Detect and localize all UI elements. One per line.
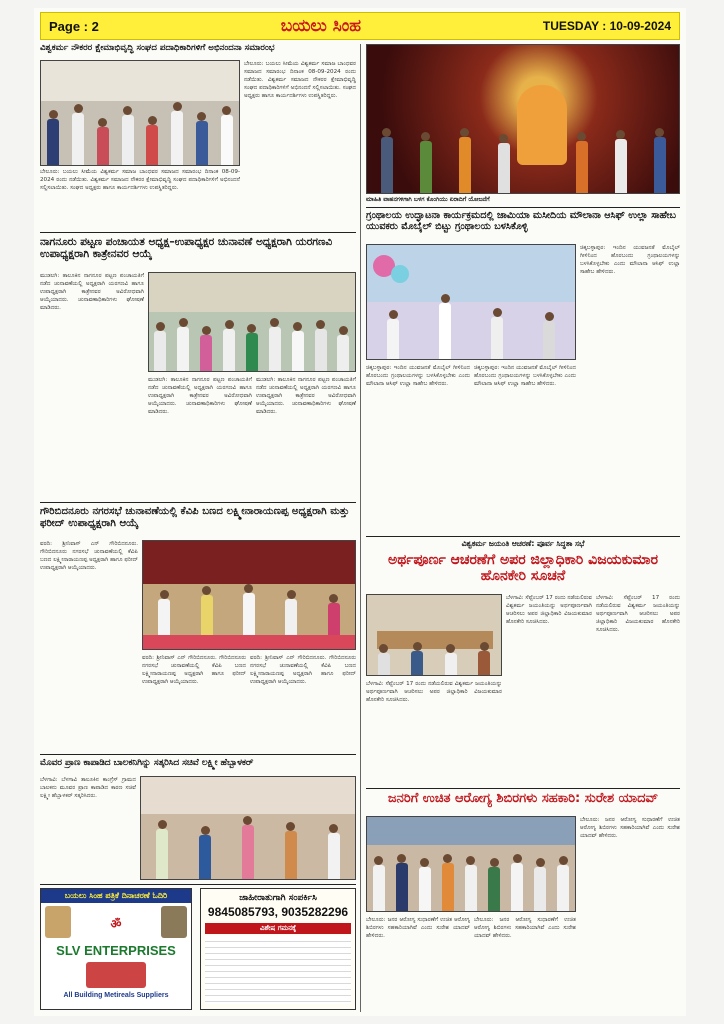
ad-notice-header: ವಿಶೇಷ ಗಮನಕ್ಕೆ xyxy=(205,923,351,934)
body-a7-text-2: ಬೇಲೂರು: ಜನರ ಆರೋಗ್ಯ ಸುಧಾರಣೆಗೆ ಉಚಿತ ಆರೋಗ್ಯ ಶಿಬಿರಗಳು ಸಹಕಾರಿಯಾಗಿವೆ ಎಂದು ಸುರೇಶ ಯಾದವ್ ಹೇಳಿದರು. xyxy=(366,917,470,940)
divider xyxy=(366,207,680,208)
body-a3-mid xyxy=(142,654,246,750)
body-a1-text-2: ಬೇಲೂರು: ಬಯಲು ಸೀಮೆಯ ವಿಶ್ವಕರ್ಮ ಸಮಾಜ ಬಾಂಧವರ ಸಮಾಜದ ಸಮಾರಂಭ ದಿನಾಂಕ 08-09-2024 ರಂದು ನಡೆಯಿತು. ವಿಶ್ವಕರ್ಮ ಸಮಾಜದ ನೌಕರರ ಕ್ಷೇಮಾಭಿವೃದ್ಧಿ ಸಂಘದ ಪದಾಧಿಕಾರಿಗಳಿಗೆ ಅಭಿನಂದನೆ ಸಲ್ಲಿಸಲಾಯಿತು. ಸಂಘದ ಅಧ್ಯಕ್ಷರು ಹಾಗೂ ಕಾರ್ಯದರ್ಶಿಗಳು ಉಪಸ್ಥಿತರಿದ್ದರು. xyxy=(244,61,356,100)
body-a2-mid xyxy=(148,376,252,498)
body-a7-left xyxy=(366,916,470,1012)
newspaper-page xyxy=(34,8,686,1016)
issue-date: TUESDAY : 10-09-2024 xyxy=(542,19,671,33)
divider xyxy=(366,536,680,537)
headline-a5: ಗ್ರಂಥಾಲಯ ಉದ್ಘಾಟನಾ ಕಾರ್ಯಕ್ರಮದಲ್ಲಿ ಜಾಮಿಯಾ ಮಸೀದಿಯ ಮೌಲಾನಾ ಆಸಿಫ್ ಉಲ್ಲಾ ಸಾಹೇಬ ಯುವಕರು ಮೊಬೈಲ್ ಬಿಟ್ಟು ಗ್ರಂಥಾಲಯ ಬಳಸಿಕೊಳ್ಳಿ xyxy=(366,210,676,233)
portrait-image xyxy=(45,906,71,938)
headline-a1: ವಿಶ್ವಕರ್ಮ ನೌಕರರ ಕ್ಷೇಮಾಭಿವೃದ್ಧಿ ಸಂಘದ ಪದಾಧಿಕಾರಿಗಳಿಗೆ ಅಭಿನಂದನಾ ಸಮಾರಂಭ xyxy=(40,44,275,53)
body-a5-left xyxy=(366,364,470,534)
body-a2-left xyxy=(40,272,144,498)
headline-a3: ಗೌರಿಬಿದನೂರು ನಗರಸಭೆ ಚುನಾವಣೆಯಲ್ಲಿ ಕೆವಿಪಿ ಬಣದ ಲಕ್ಷ್ಮೀನಾರಾಯಣಪ್ಪ ಅಧ್ಯಕ್ಷರಾಗಿ ಮತ್ತು ಫರೀದ್ ಉಪಾಧ್ಯಕ್ಷರಾಗಿ ಆಯ್ಕೆ xyxy=(40,506,350,529)
body-a3-text-3: ವರದಿ: ಶ್ರೀನಿವಾಸ್ ಎನ್ ಗೌರಿಬಿದನೂರು. ಗೌರಿಬಿದನೂರು ನಗರಸಭೆ ಚುನಾವಣೆಯಲ್ಲಿ ಕೆವಿಪಿ ಬಣದ ಲಕ್ಷ್ಮೀನಾರಾಯಣಪ್ಪ ಅಧ್ಯಕ್ಷರಾಗಿ ಹಾಗೂ ಫರೀದ್ ಉಪಾಧ್ಯಕ್ಷರಾಗಿ ಆಯ್ಕೆಯಾದರು. xyxy=(250,655,356,686)
body-a1 xyxy=(40,168,240,216)
body-a5-text: ಚಿಕ್ಕಬಳ್ಳಾಪುರ: ಇಂದಿನ ಯುವಜನತೆ ಮೊಬೈಲ್ ಗೀಳಿನಿಂದ ಹೊರಬಂದು ಗ್ರಂಥಾಲಯಗಳನ್ನು ಬಳಸಿಕೊಳ್ಳಬೇಕು ಎಂದು ಮೌಲಾನಾ ಆಸಿಫ್ ಉಲ್ಲಾ ಸಾಹೇಬ ಹೇಳಿದರು. xyxy=(580,245,680,276)
body-a7-right xyxy=(580,816,680,1012)
divider xyxy=(366,788,680,789)
body-a4 xyxy=(40,776,136,880)
body-a7-mid xyxy=(474,916,576,1012)
photo-a6 xyxy=(366,594,502,676)
building-materials-image xyxy=(86,962,146,988)
divider xyxy=(40,232,356,233)
ad-contact-title: ಜಾಹೀರಾತುಗಾಗಿ ಸಂಪರ್ಕಿಸಿ xyxy=(239,893,317,903)
body-a3-text-2: ವರದಿ: ಶ್ರೀನಿವಾಸ್ ಎನ್ ಗೌರಿಬಿದನೂರು. ಗೌರಿಬಿದನೂರು ನಗರಸಭೆ ಚುನಾವಣೆಯಲ್ಲಿ ಕೆವಿಪಿ ಬಣದ ಲಕ್ಷ್ಮೀನಾರಾಯಣಪ್ಪ ಅಧ್ಯಕ್ಷರಾಗಿ ಹಾಗೂ ಫರೀದ್ ಉಪಾಧ್ಯಕ್ಷರಾಗಿ ಆಯ್ಕೆಯಾದರು. xyxy=(142,655,246,686)
body-a6-text-2: ಬೆಳಗಾವಿ: ಸೆಪ್ಟೆಂಬರ್ 17 ರಂದು ನಡೆಯಲಿರುವ ವಿಶ್ವಕರ್ಮ ಜಯಂತಿಯನ್ನು ಅರ್ಥಪೂರ್ಣವಾಗಿ ಆಚರಿಸಲು ಅಪರ ಜಿಲ್ಲಾಧಿಕಾರಿ ವಿಜಯಕುಮಾರ ಹೊನಕೇರಿ ಸೂಚಿಸಿದರು. xyxy=(596,595,680,634)
photo-a3 xyxy=(142,540,356,650)
photo-a4 xyxy=(140,776,356,880)
body-a7-text: ಬೇಲೂರು: ಜನರ ಆರೋಗ್ಯ ಸುಧಾರಣೆಗೆ ಉಚಿತ ಆರೋಗ್ಯ ಶಿಬಿರಗಳು ಸಹಕಾರಿಯಾಗಿವೆ ಎಂದು ಸುರೇಶ ಯಾದವ್ ಹೇಳಿದರು. xyxy=(580,817,680,840)
body-a5-right xyxy=(580,244,680,534)
body-a5-text-3: ಚಿಕ್ಕಬಳ್ಳಾಪುರ: ಇಂದಿನ ಯುವಜನತೆ ಮೊಬೈಲ್ ಗೀಳಿನಿಂದ ಹೊರಬಂದು ಗ್ರಂಥಾಲಯಗಳನ್ನು ಬಳಸಿಕೊಳ್ಳಬೇಕು ಎಂದು ಮೌಲಾನಾ ಆಸಿಫ್ ಉಲ್ಲಾ ಸಾಹೇಬ ಹೇಳಿದರು. xyxy=(474,365,576,388)
headline-a2: ನಾಗನೂರು ಪಟ್ಟಣ ಪಂಚಾಯತ ಅಧ್ಯಕ್ಷ–ಉಪಾಧ್ಯಕ್ಷರ ಚುನಾವಣೆ ಅಧ್ಯಕ್ಷರಾಗಿ ಯರಗಣವಿ ಉಪಾಧ್ಯಕ್ಷರಾಗಿ ಕಾತ್ರೇನವರ ಆಯ್ಕೆ xyxy=(40,236,333,261)
headline-a7: ಜನರಿಗೆ ಉಚಿತ ಆರೋಗ್ಯ ಶಿಬಿರಗಳು ಸಹಕಾರಿ: ಸುರೇಶ ಯಾದವ್ xyxy=(387,792,659,806)
body-a2-text-3: ಮುಡಲಗಿ: ತಾಲೂಕಿನ ನಾಗನೂರ ಪಟ್ಟಣ ಪಂಚಾಯತಿಗೆ ನಡೆದ ಚುನಾವಣೆಯಲ್ಲಿ ಅಧ್ಯಕ್ಷರಾಗಿ ಯರಗಣವಿ ಹಾಗೂ ಉಪಾಧ್ಯಕ್ಷರಾಗಿ ಕಾತ್ರೇನವರ ಅವಿರೋಧವಾಗಿ ಆಯ್ಕೆಯಾದರು. ಚುನಾವಣಾಧಿಕಾರಿಗಳು ಘೋಷಣೆ ಮಾಡಿದರು. xyxy=(256,377,356,416)
kicker-a6: ವಿಶ್ವಕರ್ಮ ಜಯಂತಿ ಆಚರಣೆ: ಪೂರ್ವ ಸಿದ್ಧತಾ ಸಭೆ xyxy=(461,540,585,548)
caption-a5: ಮಾಹಿತಿ ವಾಹನಗಳಿಗಾಗಿ ಬಳಗ ಕೊಂಗಿಯು ಏರಾದಿಗೆ ಯೋಜನೆಗೆ xyxy=(366,196,490,203)
body-a2-text-2: ಮುಡಲಗಿ: ತಾಲೂಕಿನ ನಾಗನೂರ ಪಟ್ಟಣ ಪಂಚಾಯತಿಗೆ ನಡೆದ ಚುನಾವಣೆಯಲ್ಲಿ ಅಧ್ಯಕ್ಷರಾಗಿ ಯರಗಣವಿ ಹಾಗೂ ಉಪಾಧ್ಯಕ್ಷರಾಗಿ ಕಾತ್ರೇನವರ ಅವಿರೋಧವಾಗಿ ಆಯ್ಕೆಯಾದರು. ಚುನಾವಣಾಧಿಕಾರಿಗಳು ಘೋಷಣೆ ಮಾಡಿದರು. xyxy=(148,377,252,416)
divider xyxy=(40,884,356,885)
photo-a7 xyxy=(366,816,576,912)
body-a6-mid xyxy=(506,594,592,784)
body-a6-left xyxy=(366,680,502,784)
headline-a4: ಮೊವರ ಪ್ರಾಣ ಕಾಪಾಡಿದ ಬಾಲಕನಿಗಿನ್ನು ಸತ್ಕರಿಸಿದ ಸಚಿವೆ ಲಕ್ಷ್ಮೀ ಹೆಬ್ಬಾಳಕರ್ xyxy=(40,758,254,768)
body-a4-text: ಬೆಳಗಾವಿ: ಬೆಳಗಾವಿ ತಾಲೂಕಿನ ಕಾಂಗ್ರೆಸ್ ಗ್ರಾಮದ ಬಾಲಕನು ಮೂವರ ಪ್ರಾಣ ಕಾಪಾಡಿದ ಕಾರಣ ಸಚಿವೆ ಲಕ್ಷ್ಮೀ ಹೆಬ್ಬಾಳಕರ್ ಸತ್ಕರಿಸಿದರು. xyxy=(40,777,136,800)
headline-a6: ಅರ್ಥಪೂರ್ಣ ಆಚರಣೆಗೆ ಅಪರ ಜಿಲ್ಲಾಧಿಕಾರಿ ವಿಜಯಕುಮಾರ ಹೊನಕೇರಿ ಸೂಚನೆ xyxy=(387,552,659,585)
body-a1-right xyxy=(244,60,356,216)
ad-notice-body xyxy=(205,936,351,1004)
ad-contact-phones: 9845085793, 9035282296 xyxy=(207,905,349,919)
ad-slv-enterprises xyxy=(40,888,192,1010)
ad-contact xyxy=(200,888,356,1010)
photo-a2 xyxy=(148,272,356,372)
body-a6-right xyxy=(596,594,680,784)
portrait-image xyxy=(161,906,187,938)
body-a6-text-3: ಬೆಳಗಾವಿ: ಸೆಪ್ಟೆಂಬರ್ 17 ರಂದು ನಡೆಯಲಿರುವ ವಿಶ್ವಕರ್ಮ ಜಯಂತಿಯನ್ನು ಅರ್ಥಪೂರ್ಣವಾಗಿ ಆಚರಿಸಲು ಅಪರ ಜಿಲ್ಲಾಧಿಕಾರಿ ವಿಜಯಕುಮಾರ ಹೊನಕೇರಿ ಸೂಚಿಸಿದರು. xyxy=(366,681,502,704)
body-a3-text: ವರದಿ: ಶ್ರೀನಿವಾಸ್ ಎನ್ ಗೌರಿಬಿದನೂರು. ಗೌರಿಬಿದನೂರು ನಗರಸಭೆ ಚುನಾವಣೆಯಲ್ಲಿ ಕೆವಿಪಿ ಬಣದ ಲಕ್ಷ್ಮೀನಾರಾಯಣಪ್ಪ ಅಧ್ಯಕ್ಷರಾಗಿ ಹಾಗೂ ಫರೀದ್ ಉಪಾಧ್ಯಕ್ಷರಾಗಿ ಆಯ್ಕೆಯಾದರು. xyxy=(40,541,138,572)
body-a3-left xyxy=(40,540,138,750)
body-a3-right xyxy=(250,654,356,750)
body-a2-right xyxy=(256,376,356,498)
divider xyxy=(40,502,356,503)
divider xyxy=(40,754,356,755)
column-divider xyxy=(360,44,361,1012)
ad-banner: ಬಯಲು ಸಿಂಹ ಪತ್ರಿಕೆ ದಿನಾಚರಣೆ ಓದಿರಿ xyxy=(41,889,191,903)
body-a5-mid xyxy=(474,364,576,534)
page-number: Page : 2 xyxy=(49,18,99,34)
newspaper-title: ಬಯಲು ಸಿಂಹ xyxy=(280,16,362,36)
photo-a1 xyxy=(40,60,240,166)
masthead xyxy=(40,12,680,40)
body-a7-text-3: ಬೇಲೂರು: ಜನರ ಆರೋಗ್ಯ ಸುಧಾರಣೆಗೆ ಉಚಿತ ಆರೋಗ್ಯ ಶಿಬಿರಗಳು ಸಹಕಾರಿಯಾಗಿವೆ ಎಂದು ಸುರೇಶ ಯಾದವ್ ಹೇಳಿದರು. xyxy=(474,917,576,940)
ad-tagline: All Building Metireals Suppliers xyxy=(63,992,169,999)
om-symbol-icon: ॐ xyxy=(110,916,122,931)
ad-company-name: SLV ENTERPRISES xyxy=(56,943,176,958)
photo-a5 xyxy=(366,244,576,360)
body-a5-text-2: ಚಿಕ್ಕಬಳ್ಳಾಪುರ: ಇಂದಿನ ಯುವಜನತೆ ಮೊಬೈಲ್ ಗೀಳಿನಿಂದ ಹೊರಬಂದು ಗ್ರಂಥಾಲಯಗಳನ್ನು ಬಳಸಿಕೊಳ್ಳಬೇಕು ಎಂದು ಮೌಲಾನಾ ಆಸಿಫ್ ಉಲ್ಲಾ ಸಾಹೇಬ ಹೇಳಿದರು. xyxy=(366,365,470,388)
photo-ganesha-event xyxy=(366,44,680,194)
body-a1-text: ಬೇಲೂರು: ಬಯಲು ಸೀಮೆಯ ವಿಶ್ವಕರ್ಮ ಸಮಾಜ ಬಾಂಧವರ ಸಮಾಜದ ಸಮಾರಂಭ ದಿನಾಂಕ 08-09-2024 ರಂದು ನಡೆಯಿತು. ವಿಶ್ವಕರ್ಮ ಸಮಾಜದ ನೌಕರರ ಕ್ಷೇಮಾಭಿವೃದ್ಧಿ ಸಂಘದ ಪದಾಧಿಕಾರಿಗಳಿಗೆ ಅಭಿನಂದನೆ ಸಲ್ಲಿಸಲಾಯಿತು. ಸಂಘದ ಅಧ್ಯಕ್ಷರು ಹಾಗೂ ಕಾರ್ಯದರ್ಶಿಗಳು ಉಪಸ್ಥಿತರಿದ್ದರು. xyxy=(40,169,240,192)
body-a6-text: ಬೆಳಗಾವಿ: ಸೆಪ್ಟೆಂಬರ್ 17 ರಂದು ನಡೆಯಲಿರುವ ವಿಶ್ವಕರ್ಮ ಜಯಂತಿಯನ್ನು ಅರ್ಥಪೂರ್ಣವಾಗಿ ಆಚರಿಸಲು ಅಪರ ಜಿಲ್ಲಾಧಿಕಾರಿ ವಿಜಯಕುಮಾರ ಹೊನಕೇರಿ ಸೂಚಿಸಿದರು. xyxy=(506,595,592,626)
body-a2-text: ಮುಡಲಗಿ: ತಾಲೂಕಿನ ನಾಗನೂರ ಪಟ್ಟಣ ಪಂಚಾಯತಿಗೆ ನಡೆದ ಚುನಾವಣೆಯಲ್ಲಿ ಅಧ್ಯಕ್ಷರಾಗಿ ಯರಗಣವಿ ಹಾಗೂ ಉಪಾಧ್ಯಕ್ಷರಾಗಿ ಕಾತ್ರೇನವರ ಅವಿರೋಧವಾಗಿ ಆಯ್ಕೆಯಾದರು. ಚುನಾವಣಾಧಿಕಾರಿಗಳು ಘೋಷಣೆ ಮಾಡಿದರು. xyxy=(40,273,144,312)
